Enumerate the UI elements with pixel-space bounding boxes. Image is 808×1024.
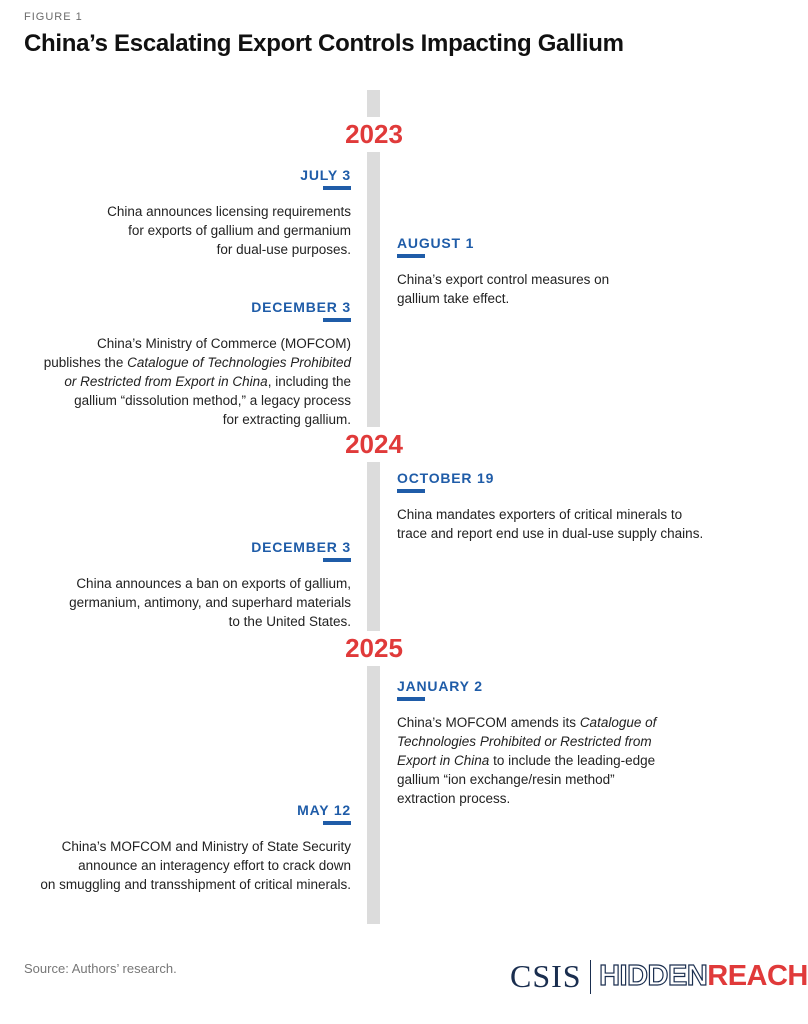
description-italic-text: Technologies Prohibited or Restricted from xyxy=(397,734,652,749)
event-december-3-2023 xyxy=(44,299,351,429)
date-underline xyxy=(323,318,351,322)
reach-wordmark: REACH xyxy=(707,960,808,992)
event-date: OCTOBER 19 xyxy=(397,470,495,486)
description-text: China’s MOFCOM and Ministry of State Security xyxy=(61,839,351,854)
event-december-3-2024 xyxy=(69,539,351,631)
date-underline xyxy=(323,558,351,562)
description-italic-text: Export in China xyxy=(397,753,490,768)
timeline-axis xyxy=(367,90,380,924)
description-text: gallium “ion exchange/resin method” xyxy=(397,772,615,787)
event-date: AUGUST 1 xyxy=(397,235,475,251)
description-text: for extracting gallium. xyxy=(222,412,351,427)
csis-wordmark: CSIS xyxy=(510,958,582,994)
event-october-19-2024 xyxy=(397,470,703,543)
event-description xyxy=(69,574,351,631)
description-text: extraction process. xyxy=(397,791,511,806)
description-text: China’s export control measures on xyxy=(397,272,610,287)
description-text: to include the leading-edge xyxy=(489,753,656,768)
event-may-12-2025 xyxy=(40,802,351,894)
description-text: China mandates exporters of critical minerals to xyxy=(397,507,683,522)
description-text: germanium, antimony, and superhard materials xyxy=(69,595,351,610)
description-text: for dual-use purposes. xyxy=(216,242,351,257)
description-text: announce an interagency effort to crack down xyxy=(78,858,351,873)
event-description xyxy=(44,334,351,429)
description-text: , including the xyxy=(267,374,351,389)
description-text: China announces licensing requirements xyxy=(107,204,351,219)
description-text: trace and report end use in dual-use supply chains. xyxy=(397,526,704,541)
logo-divider xyxy=(590,960,592,994)
date-underline xyxy=(397,697,425,701)
description-text: gallium “dissolution method,” a legacy process xyxy=(74,393,351,408)
csis-hidden-reach-logo xyxy=(510,958,808,995)
description-italic-text: Catalogue of xyxy=(579,715,657,730)
date-underline xyxy=(323,186,351,190)
year-label-2023: 2023 xyxy=(0,117,748,152)
event-date: JULY 3 xyxy=(300,167,351,183)
figure-title: China’s Escalating Export Controls Impacting Gallium xyxy=(24,30,624,57)
event-description xyxy=(107,202,351,259)
source-note: Source: Authors’ research. xyxy=(24,961,177,976)
date-underline xyxy=(397,254,425,258)
event-description xyxy=(40,837,351,894)
description-text: for exports of gallium and germanium xyxy=(128,223,351,238)
description-text: on smuggling and transshipment of critical minerals. xyxy=(40,877,351,892)
event-date: DECEMBER 3 xyxy=(251,539,351,555)
description-italic-text: Catalogue of Technologies Prohibited xyxy=(127,355,351,370)
date-underline xyxy=(397,489,425,493)
description-text: to the United States. xyxy=(228,614,351,629)
date-underline xyxy=(323,821,351,825)
year-label-2025: 2025 xyxy=(0,631,748,666)
hidden-wordmark: HIDDEN xyxy=(599,960,708,992)
description-text: China announces a ban on exports of gallium, xyxy=(76,576,351,591)
event-january-2-2025 xyxy=(397,678,656,808)
description-text: gallium take effect. xyxy=(397,291,510,306)
event-date: MAY 12 xyxy=(297,802,351,818)
description-text: China’s MOFCOM amends its xyxy=(397,715,580,730)
description-italic-text: or Restricted from Export in China xyxy=(64,374,268,389)
description-text: China’s Ministry of Commerce (MOFCOM) xyxy=(96,336,351,351)
description-text: publishes the xyxy=(43,355,128,370)
event-description xyxy=(397,505,703,543)
event-date: JANUARY 2 xyxy=(397,678,483,694)
event-date: DECEMBER 3 xyxy=(251,299,351,315)
event-description xyxy=(397,270,609,308)
figure-label: FIGURE 1 xyxy=(24,11,83,23)
event-august-1-2023 xyxy=(397,235,609,308)
year-label-2024: 2024 xyxy=(0,427,748,462)
event-july-3-2023 xyxy=(107,167,351,259)
event-description xyxy=(397,713,656,808)
